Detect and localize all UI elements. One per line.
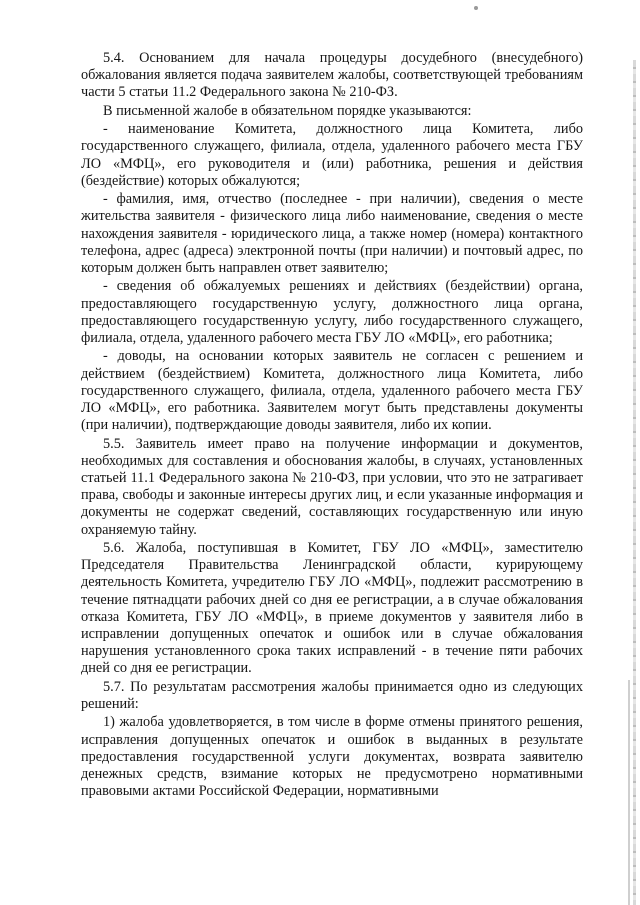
document-body — [81, 50, 583, 802]
list-item-name-of-body: - наименование Комитета, должностного лица Комитета, либо государственного служащего, филиала, отдела, удаленного рабочего места ГБУ ЛО «МФЦ», его руководителя и (или) работника, решения и действия (бездействие) которых обжалуются; — [81, 121, 583, 189]
scan-dot — [474, 6, 478, 10]
paragraph-5-4: 5.4. Основанием для начала процедуры досудебного (внесудебного) обжалования является подача заявителем жалобы, соответствующей требованиям части 5 статьи 11.2 Федерального закона № 210-ФЗ. — [81, 50, 583, 101]
decision-item-1: 1) жалоба удовлетворяется, в том числе в форме отмены принятого решения, исправления допущенных опечаток и ошибок в выданных в результате предоставления государственной услуги документах, возврата заявителю денежных средств, взимание которых не предусмотрено нормативными правовыми актами Российской Федерации, нормативными — [81, 714, 583, 800]
paragraph-complaint-contents-intro: В письменной жалобе в обязательном порядке указываются: — [103, 102, 472, 119]
paragraph-5-6: 5.6. Жалоба, поступившая в Комитет, ГБУ ЛО «МФЦ», заместителю Председателя Правительства Ленинградской области, курирующему деятельность Комитета, учредителю ГБУ ЛО «МФЦ», подлежит рассмотрению в течение пятнадцати рабочих дней со дня ее регистрации, а в случае обжалования отказа Комитета, ГБУ ЛО «МФЦ», в приеме документов у заявителя либо в исправлении допущенных опечаток и ошибок или в случае обжалования нарушения установленного срока таких исправлений - в течение пяти рабочих дней со дня ее регистрации. — [81, 540, 583, 677]
scan-edge-artifact-secondary — [628, 680, 630, 905]
scan-edge-artifact — [633, 60, 636, 905]
list-item-arguments: - доводы, на основании которых заявитель не согласен с решением и действием (бездействием) Комитета, должностного лица Комитета, либо государственного служащего, филиала, отдела, удаленного рабочего места ГБУ ЛО «МФЦ», его работника. Заявителем могут быть представлены документы (при наличии), подтверждающие доводы заявителя, либо их копии. — [81, 348, 583, 434]
list-item-appealed-decisions: - сведения об обжалуемых решениях и действиях (бездействии) органа, предоставляющего государственную услугу, должностного лица органа, предоставляющего государственную услугу, либо государственного служащего, филиала, отдела, удаленного рабочего места ГБУ ЛО «МФЦ», его работника; — [81, 278, 583, 346]
paragraph-5-5: 5.5. Заявитель имеет право на получение информации и документов, необходимых для составления и обоснования жалобы, в случаях, установленных статьей 11.1 Федерального закона № 210-ФЗ, при условии, что это не затрагивает права, свободы и законные интересы других лиц, и если указанные информация и документы не содержат сведений, составляющих государственную или иную охраняемую тайну. — [81, 435, 583, 538]
paragraph-5-7: 5.7. По результатам рассмотрения жалобы принимается одно из следующих решений: — [81, 678, 583, 713]
list-item-applicant-details: - фамилия, имя, отчество (последнее - при наличии), сведения о месте жительства заявителя - физического лица либо наименование, сведения о месте нахождения заявителя - юридического лица, а также номер (номера) контактного телефона, адрес (адреса) электронной почты (при наличии) и почтовый адрес, по которым должен быть направлен ответ заявителю; — [81, 191, 583, 276]
